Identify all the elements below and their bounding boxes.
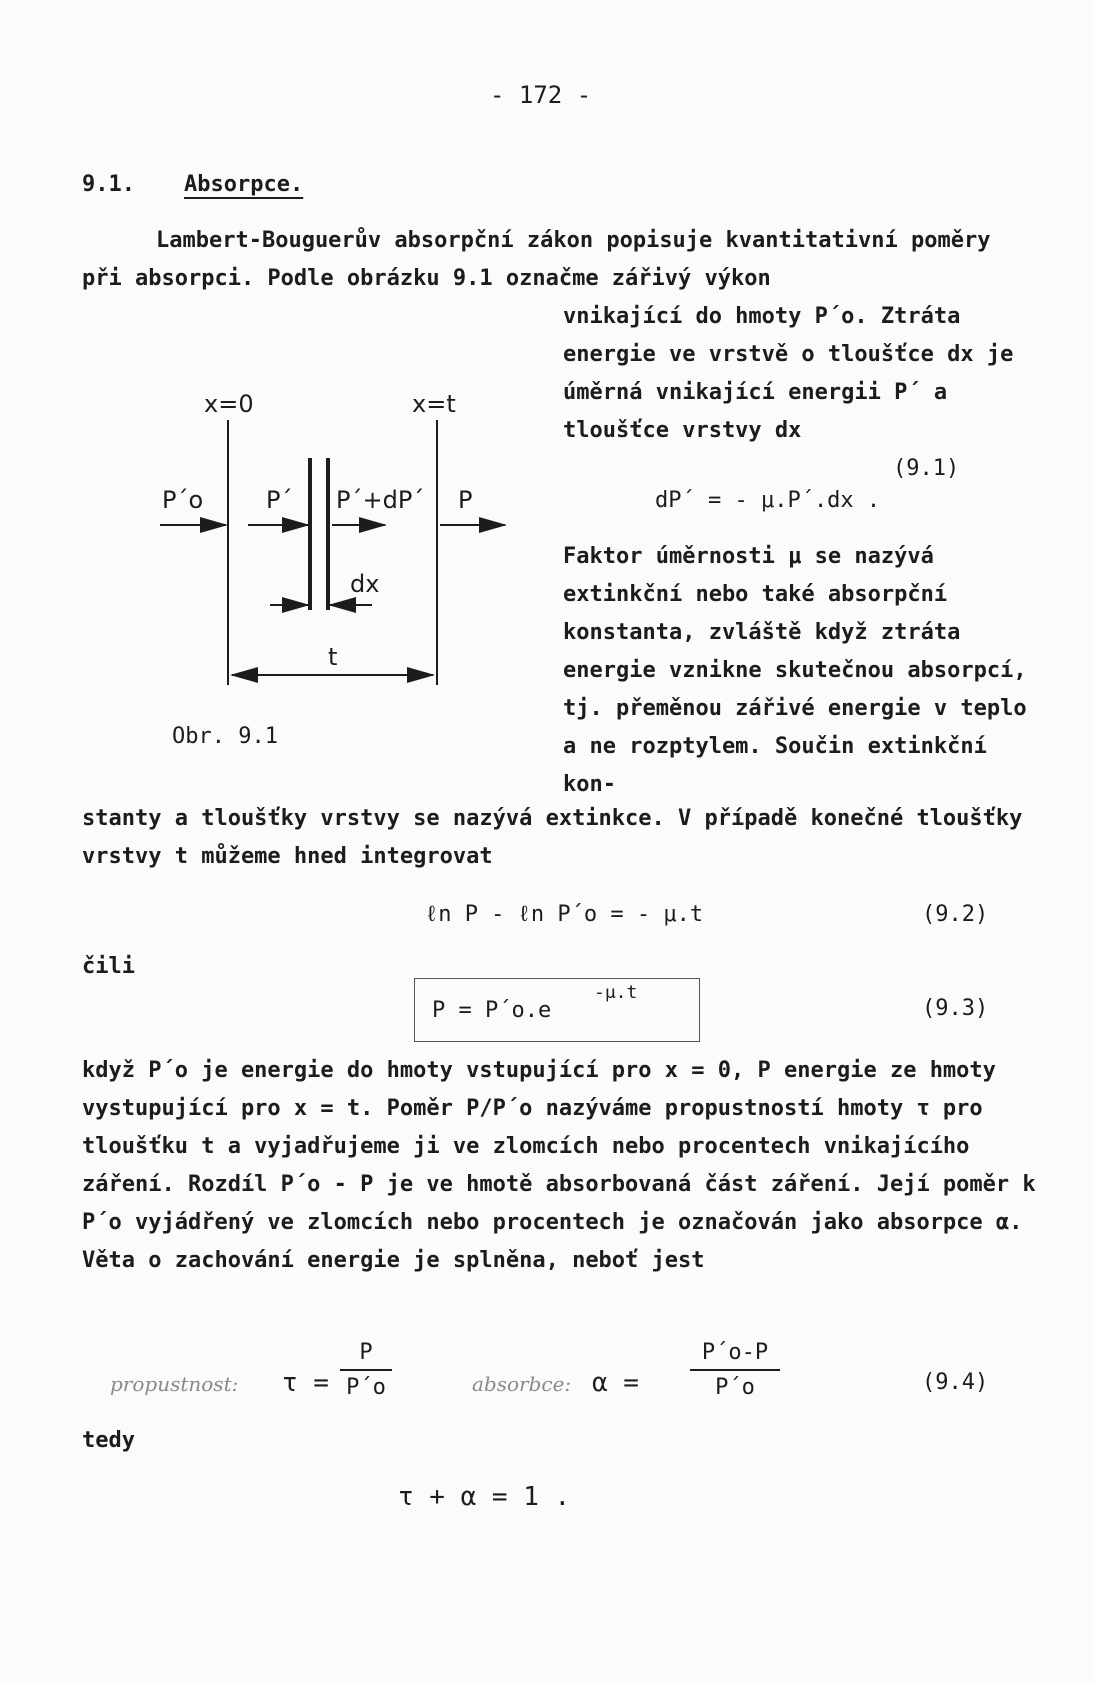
- equation-number-9-4: (9.4): [922, 1370, 989, 1395]
- handwritten-absorbce: absorbce:: [472, 1372, 572, 1396]
- label-p-dp: P´+dP´: [336, 486, 425, 514]
- equation-9-1: dP´ = - μ.P´.dx .: [655, 488, 881, 513]
- full-paragraph-2: když P´o je energie do hmoty vstupující pro x = 0, P energie ze hmoty vystupující pro x = t. Poměr P/P´o nazýváme propustností hmoty τ pro tloušťku t a vyjadřujeme ji ve zlomcích nebo procentech vnikajícího záření. Rozdíl P´o - P je ve hmotě absorbovaná část záření. Její poměr k P´o vyjádřený ve zlomcích nebo procentech je označován jako absorpce α. Věta o zachování energie je splněna, neboť jest: [82, 1058, 1036, 1273]
- section-number: 9.1.: [82, 172, 135, 197]
- equation-9-3-lhs: P = P´o.e: [432, 998, 552, 1023]
- fraction-tau: [340, 1340, 392, 1400]
- fraction-alpha: [690, 1340, 780, 1400]
- label-x0: x=0: [204, 390, 254, 418]
- intro-paragraph: Lambert-Bouguerův absorpční zákon popisuje kvantitativní poměry při absorpci. Podle obrázku 9.1 označme zářivý výkon: [82, 228, 991, 291]
- equation-9-3-exponent: -μ.t: [594, 982, 638, 1003]
- page-number: - 172 -: [490, 81, 592, 109]
- figure-caption: Obr. 9.1: [172, 724, 278, 749]
- section-title: Absorpce.: [184, 172, 304, 197]
- cili-word: čili: [82, 954, 135, 979]
- label-p-prime: P´: [266, 486, 293, 514]
- right-column-paragraph-2: Faktor úměrnosti μ se nazývá extinkční nebo také absorpční konstanta, zvláště když ztráta energie vznikne skutečnou absorpcí, tj. přeměnou zářivé energie v teplo a ne rozptylem. Součin extinkční kon-: [563, 544, 1027, 797]
- equation-number-9-3: (9.3): [922, 996, 989, 1021]
- alpha-symbol: α =: [592, 1368, 639, 1398]
- fraction-alpha-denominator: P´o: [715, 1375, 755, 1400]
- equation-tau-plus-alpha: τ + α = 1 .: [398, 1482, 571, 1512]
- fraction-alpha-numerator: P´o-P: [701, 1340, 769, 1365]
- equation-number-9-2: (9.2): [922, 902, 989, 927]
- figure-9-1: [140, 380, 540, 740]
- label-xt: x=t: [412, 390, 456, 418]
- handwritten-propustnost: propustnost:: [110, 1372, 239, 1396]
- right-column-paragraph-1: vnikající do hmoty P´o. Ztráta energie ve vrstvě o tloušťce dx je úměrná vnikající energii P´ a tloušťce vrstvy dx: [563, 304, 1014, 443]
- fraction-tau-numerator: P: [359, 1340, 373, 1365]
- tedy-word: tedy: [82, 1428, 135, 1453]
- equation-number-9-1: (9.1): [893, 456, 960, 481]
- tau-symbol: τ =: [282, 1368, 329, 1398]
- label-p0: P´o: [162, 486, 204, 514]
- label-dx: dx: [350, 570, 380, 598]
- fraction-tau-denominator: P´o: [346, 1375, 386, 1400]
- label-p: P: [458, 486, 473, 514]
- equation-9-2: ℓn P - ℓn P´o = - μ.t: [425, 902, 704, 927]
- full-paragraph-1: stanty a tloušťky vrstvy se nazývá extinkce. V případě konečné tloušťky vrstvy t můžeme hned integrovat: [82, 806, 1023, 869]
- label-t: t: [328, 643, 338, 671]
